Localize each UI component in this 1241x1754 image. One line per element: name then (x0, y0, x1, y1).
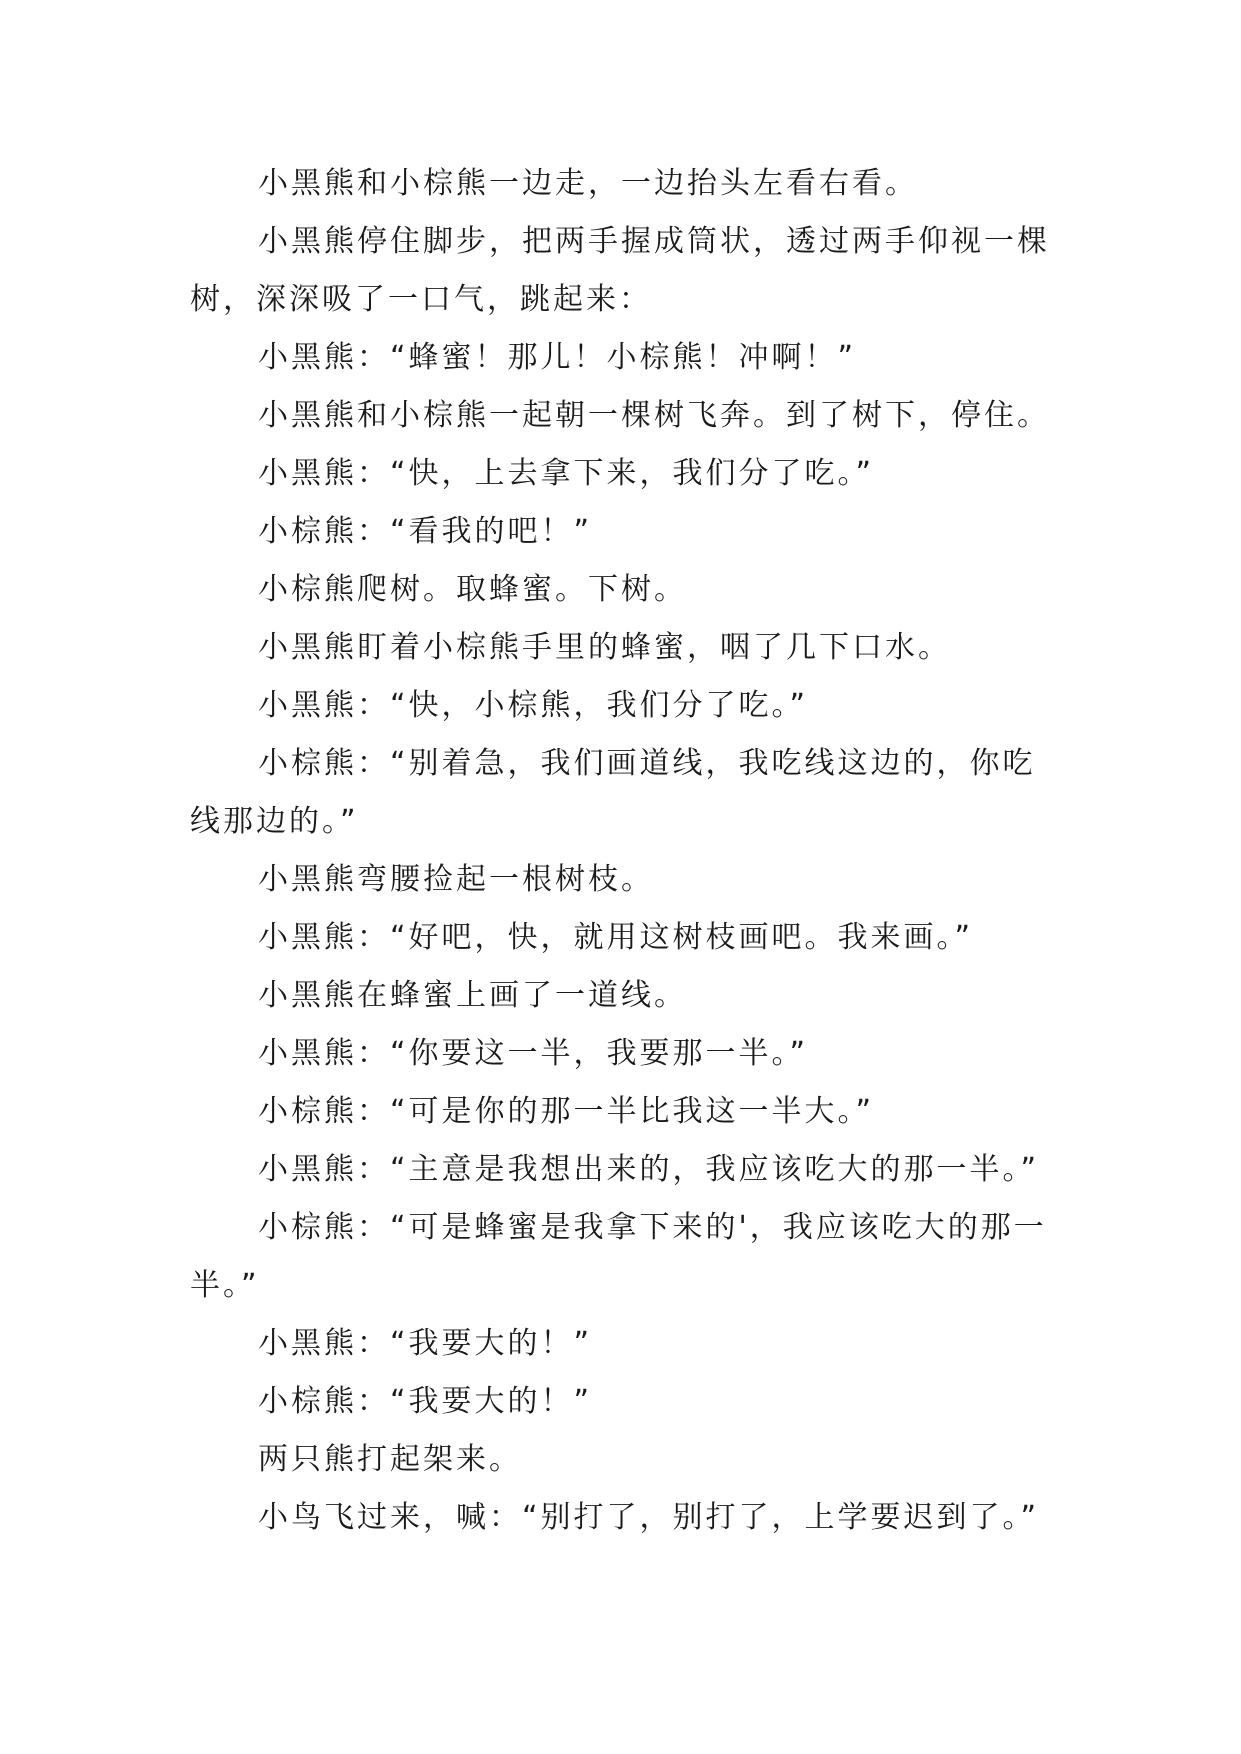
paragraph: 小黑熊：“快，小棕熊，我们分了吃。” (258, 688, 809, 723)
paragraph: 小黑熊在蜂蜜上画了一道线。 (258, 978, 687, 1013)
paragraph: 小棕熊：“可是你的那一半比我这一半大。” (258, 1094, 875, 1129)
paragraph: 小棕熊：“看我的吧！” (258, 514, 593, 549)
paragraph: 小黑熊和小棕熊一边走，一边抬头左看右看。 (258, 166, 918, 201)
paragraph: 小黑熊和小棕熊一起朝一棵树飞奔。到了树下，停住。 (258, 398, 1050, 433)
paragraph: 小黑熊：“好吧，快，就用这树枝画吧。我来画。” (258, 920, 974, 955)
paragraph: 小棕熊：“别着急，我们画道线，我吃线这边的，你吃线那边的。” (190, 746, 1036, 839)
paragraph: 小黑熊停住脚步，把两手握成筒状，透过两手仰视一棵树，深深吸了一口气，跳起来： (190, 224, 1050, 317)
paragraph: 小棕熊：“可是蜂蜜是我拿下来的'，我应该吃大的那一半。” (190, 1210, 1047, 1303)
story-text (190, 155, 1060, 1547)
paragraph: 小黑熊盯着小棕熊手里的蜂蜜，咽了几下口水。 (258, 630, 951, 665)
paragraph: 小黑熊：“快，上去拿下来，我们分了吃。” (258, 456, 875, 491)
paragraph: 小黑熊：“我要大的！” (258, 1326, 593, 1361)
paragraph: 小黑熊：“主意是我想出来的，我应该吃大的那一半。” (258, 1152, 1040, 1187)
paragraph: 小棕熊：“我要大的！” (258, 1384, 593, 1419)
paragraph: 小棕熊爬树。取蜂蜜。下树。 (258, 572, 687, 607)
paragraph: 两只熊打起架来。 (258, 1442, 522, 1477)
paragraph: 小黑熊弯腰捡起一根树枝。 (258, 862, 654, 897)
paragraph: 小黑熊：“你要这一半，我要那一半。” (258, 1036, 809, 1071)
paragraph: 小黑熊：“蜂蜜！那儿！小棕熊！冲啊！” (258, 340, 857, 375)
paragraph: 小鸟飞过来，喊：“别打了，别打了，上学要迟到了。” (258, 1500, 1040, 1535)
